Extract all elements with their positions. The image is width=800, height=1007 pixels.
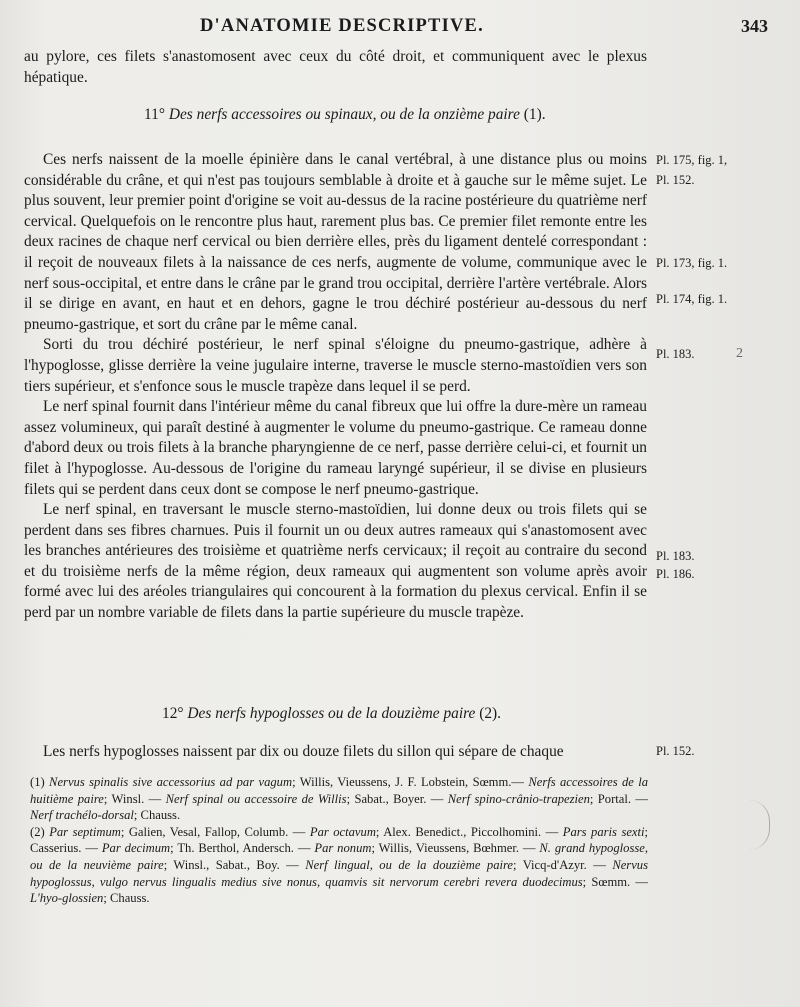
paragraph: Le nerf spinal fournit dans l'intérieur même du canal fibreux que lui offre la dure-mère un rameau assez volumineux, qui paraît destiné à augmenter le volume du pneumo-gastrique. Ce rameau donne d'abord deux ou trois filets à la branche pharyngienne de ce nerf, passe derrière celui-ci, et fournit un filet à l'hypoglosse. Au-dessous de l'origine du rameau laryngé supérieur, il se divise en plusieurs filets qui se perdent dans ceux dont se compose le nerf pneumo-gastrique. — [24, 398, 647, 498]
section-11-footnote-ref: (1). — [523, 106, 546, 123]
section-12-footnote-ref: (2). — [479, 705, 502, 722]
margin-note: Pl. 152. — [656, 173, 695, 187]
margin-note: Pl. 173, fig. 1. — [656, 256, 728, 270]
margin-note: Pl. 175, fig. 1, — [656, 153, 728, 167]
intro-text: au pylore, ces filets s'anastomosent avec ceux du côté droit, et communiquent avec le plexus hépatique. — [24, 48, 647, 86]
page-header — [0, 14, 800, 40]
page-edge-mark — [749, 800, 770, 850]
margin-note: Pl. 183. — [656, 347, 695, 361]
margin-note: Pl. 152. — [656, 744, 695, 758]
stray-mark: 2 — [736, 346, 743, 361]
footnotes — [30, 774, 648, 907]
section-12-heading — [162, 705, 501, 723]
section-12-title: Des nerfs hypoglosses ou de la douzième paire — [187, 705, 476, 722]
paragraph: Sorti du trou déchiré postérieur, le nerf spinal s'éloigne du pneumo-gastrique, adhère à l'hypoglosse, glisse derrière la veine jugulaire interne, traverse le muscle sterno-mastoïdien vers son tiers supérieur, et s'enfonce sous le muscle trapèze dans lequel il se perd. — [24, 336, 647, 395]
section-11-title: Des nerfs accessoires ou spinaux, ou de la onzième paire — [168, 106, 520, 123]
section-11-heading — [144, 106, 546, 124]
section-12-body — [24, 742, 647, 763]
section-11-number: 11° — [144, 106, 165, 123]
footnote-1: (1) Nervus spinalis sive accessorius ad par vagum; Willis, Vieussens, J. F. Lobstein, Sœmm.— Nerfs accessoires de la huitième paire; Winsl. — Nerf spinal ou accessoire de Willis; Sabat., Boyer. — Nerf spino-crânio-trapezien; Portal. — Nerf trachélo-dorsal; Chauss. — [30, 775, 649, 823]
margin-note: Pl. 186. — [656, 567, 695, 581]
margin-note: Pl. 183. — [656, 549, 695, 563]
margin-note: Pl. 174, fig. 1. — [656, 292, 728, 306]
page-number: 343 — [741, 16, 768, 36]
footnote-2: (2) Par septimum; Galien, Vesal, Fallop, Columb. — Par octavum; Alex. Benedict., Piccolhomini. — Pars paris sexti; Casserius. — Par decimum; Th. Berthol, Andersch. — Par nonum; Willis, Vieussens, Bœhmer. — N. grand hypoglosse, ou de la neuvième paire; Winsl., Sabat., Boy. — Nerf lingual, ou de la douzième paire; Vicq-d'Azyr. — Nervus hypoglossus, vulgo nervus lingualis medius sive nonus, quamvis sit nervorum cerebri revera duodecimus; Sœmm. — L'hyo-glossien; Chauss. — [30, 824, 649, 906]
section-12-number: 12° — [162, 705, 184, 722]
paragraph: Le nerf spinal, en traversant le muscle sterno-mastoïdien, lui donne deux ou trois filets qui se perdent dans ses fibres charnues. Puis il fournit un ou deux autres rameaux qui s'anastomosent avec les branches antérieures des troisième et quatrième nerfs cervicaux; il reçoit au contraire du second et du troisième nerfs de la même région, deux rameaux qui augmentent son volume après avoir formé avec lui des aréoles triangulaires qui concourent à la formation du plexus cervical. Enfin il se perd par un nombre variable de filets dans la partie supérieure du muscle trapèze. — [24, 501, 647, 622]
paragraph: Ces nerfs naissent de la moelle épinière dans le canal vertébral, à une distance plus ou moins considérable du crâne, et qui n'est pas toujours semblable à droite et à gauche sur le même sujet. Le plus souvent, leur premier point d'origine se voit au-dessus de la racine postérieure du quatrième nerf cervical. Quelquefois on le rencontre plus haut, rarement plus bas. Ce premier filet remonte entre les deux racines de chaque nerf cervical ou bien derrière elles, près du ligament dentelé correspondant : il reçoit de nouveaux filets à la naissance de ces nerfs, augmente de volume, communique avec le nerf sous-occipital, et entre dans le crâne par le grand trou occipital, derrière l'artère vertébrale. Alors il se dirige en avant, en haut et en dehors, gagne le trou déchiré postérieur au-dessous du nerf pneumo-gastrique, et sort du crâne par le même canal. — [24, 151, 647, 333]
running-head: D'ANATOMIE DESCRIPTIVE. — [200, 16, 484, 36]
intro-paragraph — [24, 47, 647, 88]
paragraph: Les nerfs hypoglosses naissent par dix ou douze filets du sillon qui sépare de chaque — [43, 743, 564, 760]
section-11-body — [24, 150, 647, 624]
